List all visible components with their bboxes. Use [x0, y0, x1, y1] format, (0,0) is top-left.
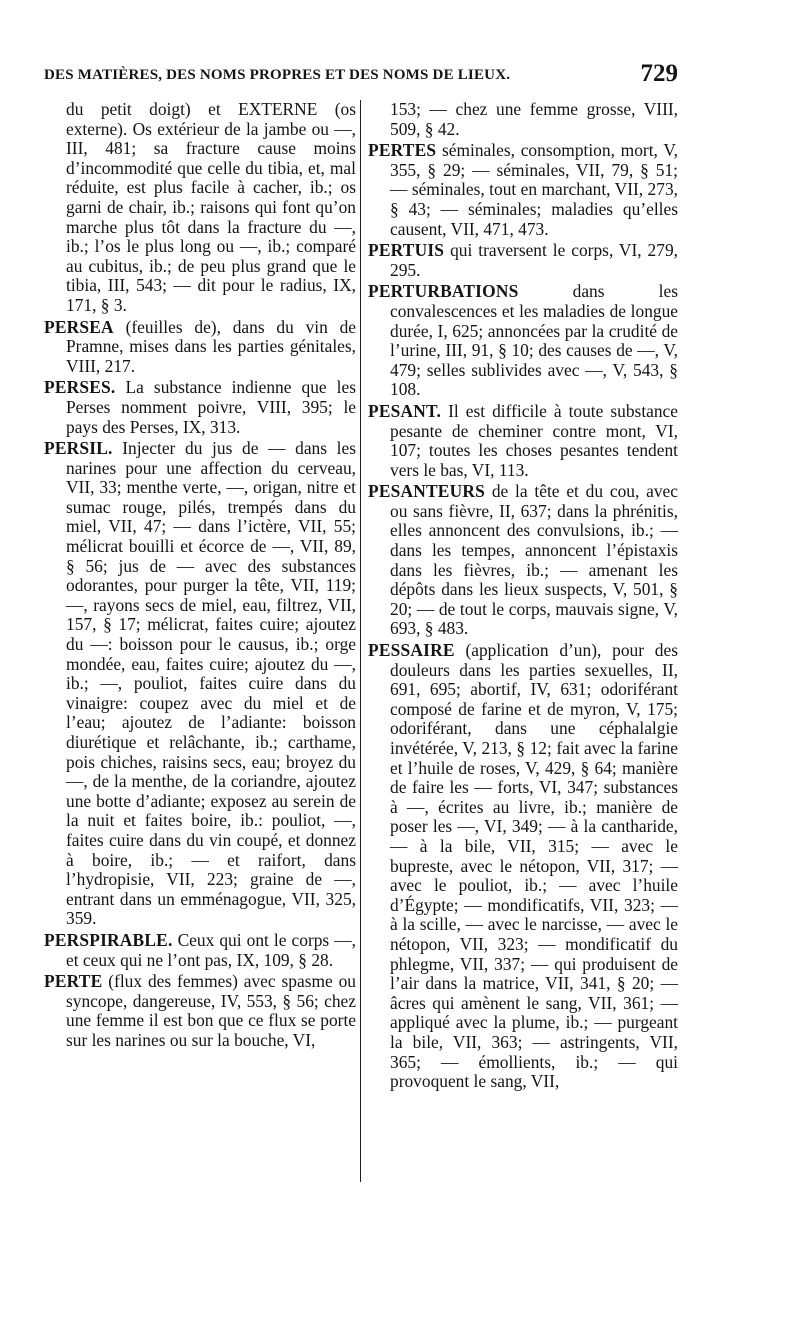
entry-text: Injecter du jus de — dans les narines pour une affection du cerveau, VII, 33; menthe verte, —, origan, nitre et sumac rouge, pilés, trempés dans du miel, VII, 47; — dans l’ictère, VII, 55; mélicrat bouilli et écorce de —, VII, 89, § 56; jus de — avec des substances odorantes, pour purger la tête, VII, 119; —, rayons secs de miel, eau, filtrez, VII, 157, § 17; mélicrat, faites cuire; ajoutez du —: boisson pour le causus, ib.; orge mondée, eau, faites cuire; ajoutez du —, ib.; —, pouliot, faites cuire dans du vinaigre: coupez avec du miel et de l’eau; ajoutez de l’adiante: boisson diurétique et relâchante, ib.; carthame, pois chiches, raisins secs, eau; broyez du —, de la menthe, de la coriandre, ajoutez une botte d’adiante; exposez au serein de la nuit et faites boire, ib.: pouliot, —, faites cuire dans du vin coupé, et donnez à boire, ib.; — et raifort, dans l’hydropisie, VII, 223; graine de —, entrant dans un emménagogue, VII, 325, 359. — [66, 438, 356, 929]
right-column — [368, 100, 678, 1094]
entry-text: de la tête et du cou, avec ou sans fièvre, II, 637; dans la phrénitis, elles annoncent des convulsions, ib.; — dans les tempes, annoncent l’épistaxis dans les fièvres, ib.; — amenant les dépôts dans les lieux suspects, V, 501, § 20; — de tout le corps, mauvais signe, V, 693, § 483. — [390, 481, 678, 639]
entry-text: dans les convalescences et les maladies de longue durée, I, 625; annoncées par la crudité de l’urine, III, 91, § 10; des causes de —, V, 479; selles sublivides avec —, V, 543, § 108. — [390, 281, 678, 400]
entry-headword: PESSAIRE — [368, 640, 455, 661]
index-entry — [368, 100, 678, 139]
entry-text: La substance indienne que les Perses nomment poivre, VIII, 395; le pays des Perses, IX, 313. — [66, 377, 356, 437]
index-entry — [368, 282, 678, 400]
entry-text: (feuilles de), dans du vin de Pramne, mises dans les parties génitales, VIII, 217. — [66, 316, 356, 376]
entry-text: séminales, consomption, mort, V, 355, § 29; — séminales, VII, 79, § 51; — séminales, tout en marchant, VII, 273, § 43; — séminales; maladies qu’elles causent, VII, 471, 473. — [390, 140, 678, 239]
entry-text: Ceux qui ont le corps —, et ceux qui ne l’ont pas, IX, 109, § 28. — [66, 929, 356, 970]
page-header — [44, 58, 678, 90]
entry-text: du petit doigt) et EXTERNE (os externe). Os extérieur de la jambe ou —, III, 481; sa fracture cause moins d’incommodité que celle du tibia, et, mal réduite, est plus facile à cacher, ib.; os garni de chair, ib.; raisons qui font qu’on marche plus tôt dans la fracture du —, ib.; l’os le plus long ou —, ib.; comparé au cubitus, ib.; de peu plus grand que le tibia, III, 543; — dit pour le radius, IX, 171, § 3. — [66, 99, 356, 315]
entry-headword: PERSIL. — [44, 438, 113, 459]
entry-headword: PERSES. — [44, 377, 116, 398]
column-divider — [360, 100, 361, 1182]
index-entry — [368, 482, 678, 639]
index-entry — [368, 241, 678, 280]
entry-headword: PERSEA — [44, 316, 114, 337]
index-entry — [368, 402, 678, 480]
entry-text: (application d’un), pour des douleurs dans les parties sexuelles, II, 691, 695; abortif, IV, 631; odoriférant composé de farine et de myron, V, 175; odoriférant, dans une céphalalgie invétérée, V, 213, § 12; fait avec la farine et l’huile de roses, V, 429, § 64; manière de faire les — forts, VI, 347; substances à —, écrites au livre, ib.; manière de poser les —, VI, 349; — à la cantharide, — à la bile, VII, 315; — avec le bupreste, avec le nétopon, VII, 317; — avec le pouliot, ib.; — avec l’huile d’Égypte; — mondificatifs, VII, 323; — à la scille, — avec le narcisse, — avec le nétopon, VII, 323; — mondificatif du phlegme, VII, 337; — qui produisent de l’air dans la matrice, VII, 341, § 20; — âcres qui amènent le sang, VII, 361; — appliqué avec la plume, ib.; — purgeant la bile, VII, 363; — astringents, VII, 365; — émollients, ib.; — qui provoquent le sang, VII, — [390, 640, 678, 1092]
entry-headword: PESANTEURS — [368, 481, 486, 502]
entry-text: Il est difficile à toute substance pesante de cheminer contre mont, VI, 107; toutes les choses pesantes tendent vers le bas, VI, 113. — [390, 400, 678, 480]
entry-text: qui traversent le corps, VI, 279, 295. — [390, 240, 678, 280]
entry-headword: PERTE — [44, 971, 103, 992]
entry-headword: PERSPIRABLE. — [44, 929, 173, 950]
page-number: 729 — [640, 60, 678, 87]
entry-headword: PERTUIS — [368, 240, 445, 261]
entry-text: 153; — chez une femme grosse, VIII, 509, § 42. — [390, 99, 678, 139]
index-entry — [44, 318, 356, 377]
index-entry — [44, 931, 356, 970]
index-entry — [44, 100, 356, 316]
index-entry — [44, 378, 356, 437]
entry-text: (flux des femmes) avec spasme ou syncope, dangereuse, IV, 553, § 56; chez une femme il est bon que ce flux se porte sur les narines ou sur la bouche, VI, — [66, 971, 356, 1050]
index-entry — [44, 972, 356, 1050]
index-entry — [44, 439, 356, 929]
left-column — [44, 100, 356, 1053]
entry-headword: PERTURBATIONS — [368, 281, 519, 302]
running-title: DES MATIÈRES, DES NOMS PROPRES ET DES NOMS DE LIEUX. — [44, 67, 511, 83]
entry-headword: PESANT. — [368, 400, 442, 421]
entry-headword: PERTES — [368, 140, 437, 161]
index-entry — [368, 641, 678, 1092]
index-entry — [368, 141, 678, 239]
